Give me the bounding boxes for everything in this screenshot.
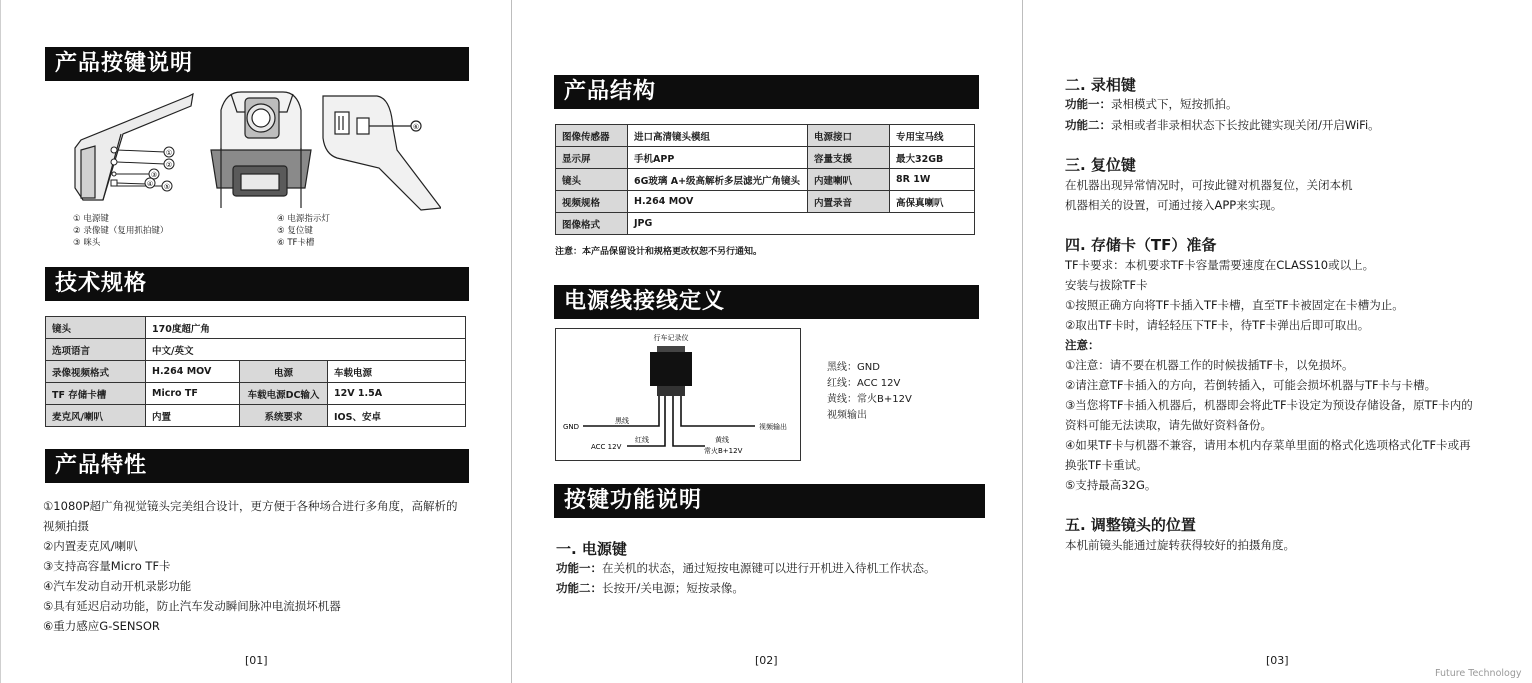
record-key-func1: 功能一：录相模式下，短按抓拍。	[1065, 97, 1238, 111]
table-row: 选项语言 中文/英文	[46, 339, 466, 361]
footer-brand: Future Technology	[1435, 668, 1522, 679]
diagram-num-1: ①	[165, 149, 173, 157]
diagram-num-5: ⑤	[163, 183, 171, 191]
tf-card-text: TF卡要求：本机要求TF卡容量需要速度在CLASS10或以上。 安装与拔除TF卡 ①按照正确方向将TF卡插入TF卡槽，直至TF卡被固定在卡槽为止。 ②取出TF卡时，请轻轻压下TF卡，待TF卡弹出后即可取出。 注意： ①注意：请不要在机器工作的时候拔插TF卡，以免损坏。 ②请注意TF卡插入的方向，若倒转插入，可能会损坏机器与TF卡与卡槽。 ③当您将TF卡插入机器后，机器即会将此TF卡设定为预设存储设备，原TF卡内的 资料可能无法读取，请先做好资料备份。 ④如果TF卡与机器不兼容，请用本机内存菜单里面的格式化选项格式化TF卡或再 换张TF卡重试。 ⑤支持最高32G。	[1065, 255, 1473, 495]
wire-video-end: 视频输出	[759, 423, 787, 431]
power-key-func2: 功能二：长按开/关电源；短按录像。	[556, 581, 744, 595]
table-row: 视频规格 H.264 MOV 内置录音 高保真喇叭	[556, 191, 975, 213]
table-row: TF 存储卡槽 Micro TF 车载电源DC输入 12V 1.5A	[46, 383, 466, 405]
page-02	[511, 0, 1022, 683]
tf-note-label: 注意：	[1065, 338, 1100, 352]
diagram-num-6: ⑥	[412, 123, 420, 131]
list-item: 视频拍摄	[43, 519, 89, 533]
table-row: 镜头 170度超广角	[46, 317, 466, 339]
section-title-structure: 产品结构	[554, 75, 979, 109]
side-view-left	[75, 94, 193, 200]
section-title-power: 电源线接线定义	[554, 285, 979, 319]
section-title-keys: 按键功能说明	[554, 484, 985, 518]
table-row: 图像格式 JPG	[556, 213, 975, 235]
wiring-device-label: 行车记录仪	[653, 334, 689, 342]
list-item: 换张TF卡重试。	[1065, 458, 1148, 472]
list-item: 黑线：GND	[827, 362, 880, 373]
power-key-func1: 功能一：在关机的状态，通过短按电源键可以进行开机进入待机工作状态。	[556, 561, 936, 575]
reset-key-text: 在机器出现异常情况时，可按此键对机器复位，关闭本机 机器相关的设置，可通过接入APP来实现。	[1065, 178, 1353, 212]
list-item: ⑤具有延迟启动功能，防止汽车发动瞬间脉冲电流损坏机器	[43, 599, 341, 613]
button-legend-left: ① 电源键 ② 录像键（复用抓拍键） ③ 咪头	[73, 214, 169, 248]
section-title-spec: 技术规格	[45, 267, 469, 301]
table-row: 图像传感器 进口高清镜头模组 电源接口 专用宝马线	[556, 125, 975, 147]
diagram-num-3: ③	[150, 171, 158, 179]
table-row: 镜头 6G玻璃 A+级高解析多层滤光广角镜头 内建喇叭 8R 1W	[556, 169, 975, 191]
product-diagram	[61, 88, 441, 213]
diagram-num-2: ②	[165, 161, 173, 169]
list-item: 资料可能无法读取，请先做好资料备份。	[1065, 418, 1272, 432]
spec-table	[45, 316, 466, 427]
wiring-legend	[827, 360, 912, 424]
list-item: ③支持高容量Micro TF卡	[43, 559, 171, 573]
structure-table	[555, 124, 975, 235]
list-item: ⑥重力感应G-SENSOR	[43, 619, 160, 633]
page-number: [03]	[1266, 654, 1289, 667]
table-row: 麦克风/喇叭 内置 系统要求 IOS、安卓	[46, 405, 466, 427]
section-title-buttons: 产品按键说明	[45, 47, 469, 81]
lens-adjust-text: 本机前镜头能通过旋转获得较好的拍摄角度。	[1065, 538, 1295, 552]
power-key-heading: 一. 电源键	[556, 540, 627, 558]
list-item: 黄线：常火B+12V	[827, 394, 912, 405]
list-item: ②内置麦克风/喇叭	[43, 539, 138, 553]
features-list	[43, 496, 458, 636]
diagram-num-4: ④	[146, 180, 154, 188]
page-number: [01]	[245, 654, 268, 667]
list-item: ③当您将TF卡插入机器后，机器即会将此TF卡设定为预设存储设备，原TF卡内的	[1065, 398, 1473, 412]
reset-key-heading: 三. 复位键	[1065, 156, 1136, 174]
list-item: 红线：ACC 12V	[827, 378, 901, 389]
wire-gnd-end: GND	[563, 423, 580, 431]
section-title-features: 产品特性	[45, 449, 469, 483]
page-03	[1022, 0, 1532, 683]
wire-constant-end: 常火B+12V	[704, 447, 743, 455]
wire-red-label: 红线	[635, 436, 649, 444]
tf-card-heading: 四. 存储卡（TF）准备	[1065, 236, 1217, 254]
wire-acc-end: ACC 12V	[591, 443, 622, 451]
record-key-heading: 二. 录相键	[1065, 76, 1136, 94]
wire-yellow-label: 黄线	[715, 436, 729, 444]
front-view	[211, 92, 311, 208]
list-item: ①1080P超广角视觉镜头完美组合设计，更方便于各种场合进行多角度，高解析的	[43, 499, 458, 513]
list-item: 视频输出	[827, 410, 867, 421]
notice-text: 注意：本产品保留设计和规格更改权恕不另行通知。	[555, 247, 763, 257]
list-item: ⑤支持最高32G。	[1065, 478, 1157, 492]
list-item: ④如果TF卡与机器不兼容，请用本机内存菜单里面的格式化选项格式化TF卡或再	[1065, 438, 1471, 452]
page-number: [02]	[755, 654, 778, 667]
table-row: 显示屏 手机APP 容量支援 最大32GB	[556, 147, 975, 169]
button-legend-right: ④ 电源指示灯 ⑤ 复位键 ⑥ TF卡槽	[277, 214, 330, 248]
table-row: 录像视频格式 H.264 MOV 电源 车载电源	[46, 361, 466, 383]
wire-black-label: 黑线	[615, 417, 629, 425]
list-item: ①注意：请不要在机器工作的时候拔插TF卡，以免损坏。	[1065, 358, 1354, 372]
list-item: ④汽车发动自动开机录影功能	[43, 579, 192, 593]
page-01	[0, 0, 511, 683]
list-item: ②请注意TF卡插入的方向，若倒转插入，可能会损坏机器与TF卡与卡槽。	[1065, 378, 1437, 392]
record-key-func2: 功能二：录相或者非录相状态下长按此键实现关闭/开启WiFi。	[1065, 118, 1380, 132]
lens-adjust-heading: 五. 调整镜头的位置	[1065, 516, 1196, 534]
side-view-right	[323, 96, 441, 210]
wiring-diagram	[555, 328, 801, 461]
